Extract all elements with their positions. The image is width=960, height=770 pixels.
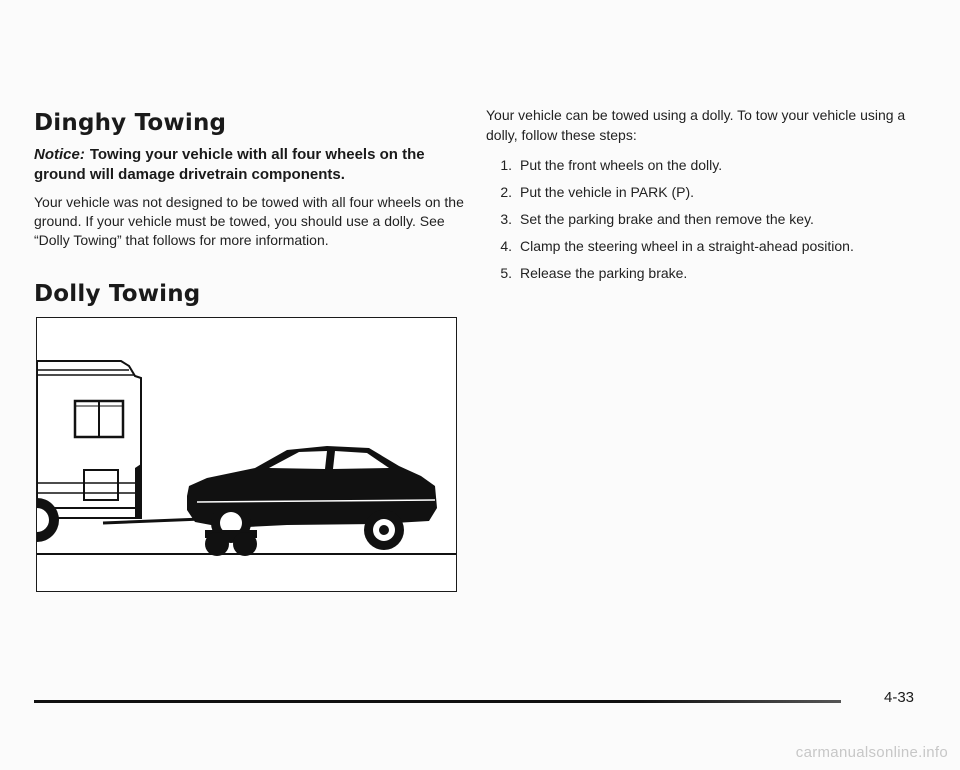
dinghy-towing-heading: Dinghy Towing (34, 110, 227, 136)
list-item (492, 263, 912, 283)
dolly-towing-steps (492, 155, 912, 283)
motorhome-icon (37, 361, 141, 542)
list-item (492, 209, 912, 229)
dolly-towing-intro: Your vehicle can be towed using a dolly. To tow your vehicle using a dolly, follow these steps: (486, 107, 906, 143)
step-number: 2. (500, 184, 512, 200)
step-text: Clamp the steering wheel in a straight-ahead position. (520, 238, 854, 254)
footer-rule (34, 700, 841, 703)
step-text: Release the parking brake. (520, 265, 688, 281)
notice-text: Towing your vehicle with all four wheels on the ground will damage drivetrain components. (34, 146, 425, 183)
step-number: 1. (500, 157, 512, 173)
step-number: 3. (500, 211, 512, 227)
step-text: Put the front wheels on the dolly. (520, 157, 723, 173)
step-number: 4. (500, 238, 512, 254)
list-item (492, 155, 912, 175)
step-text: Put the vehicle in PARK (P). (520, 184, 695, 200)
notice-label: Notice: (34, 146, 85, 163)
step-number: 5. (500, 265, 512, 281)
step-text: Set the parking brake and then remove the key. (520, 211, 814, 227)
dinghy-towing-paragraph: Your vehicle was not designed to be towed with all four wheels on the ground. If your vehicle must be towed, you should use a dolly. See “Dolly Towing” that follows for more information. (34, 194, 464, 248)
watermark[interactable]: carmanualsonline.info (795, 744, 948, 761)
list-item (492, 236, 912, 256)
notice-block (34, 145, 464, 185)
page-number: 4-33 (884, 689, 915, 706)
list-item (492, 182, 912, 202)
dolly-towing-heading: Dolly Towing (34, 281, 201, 307)
dolly-towing-illustration (36, 317, 457, 592)
